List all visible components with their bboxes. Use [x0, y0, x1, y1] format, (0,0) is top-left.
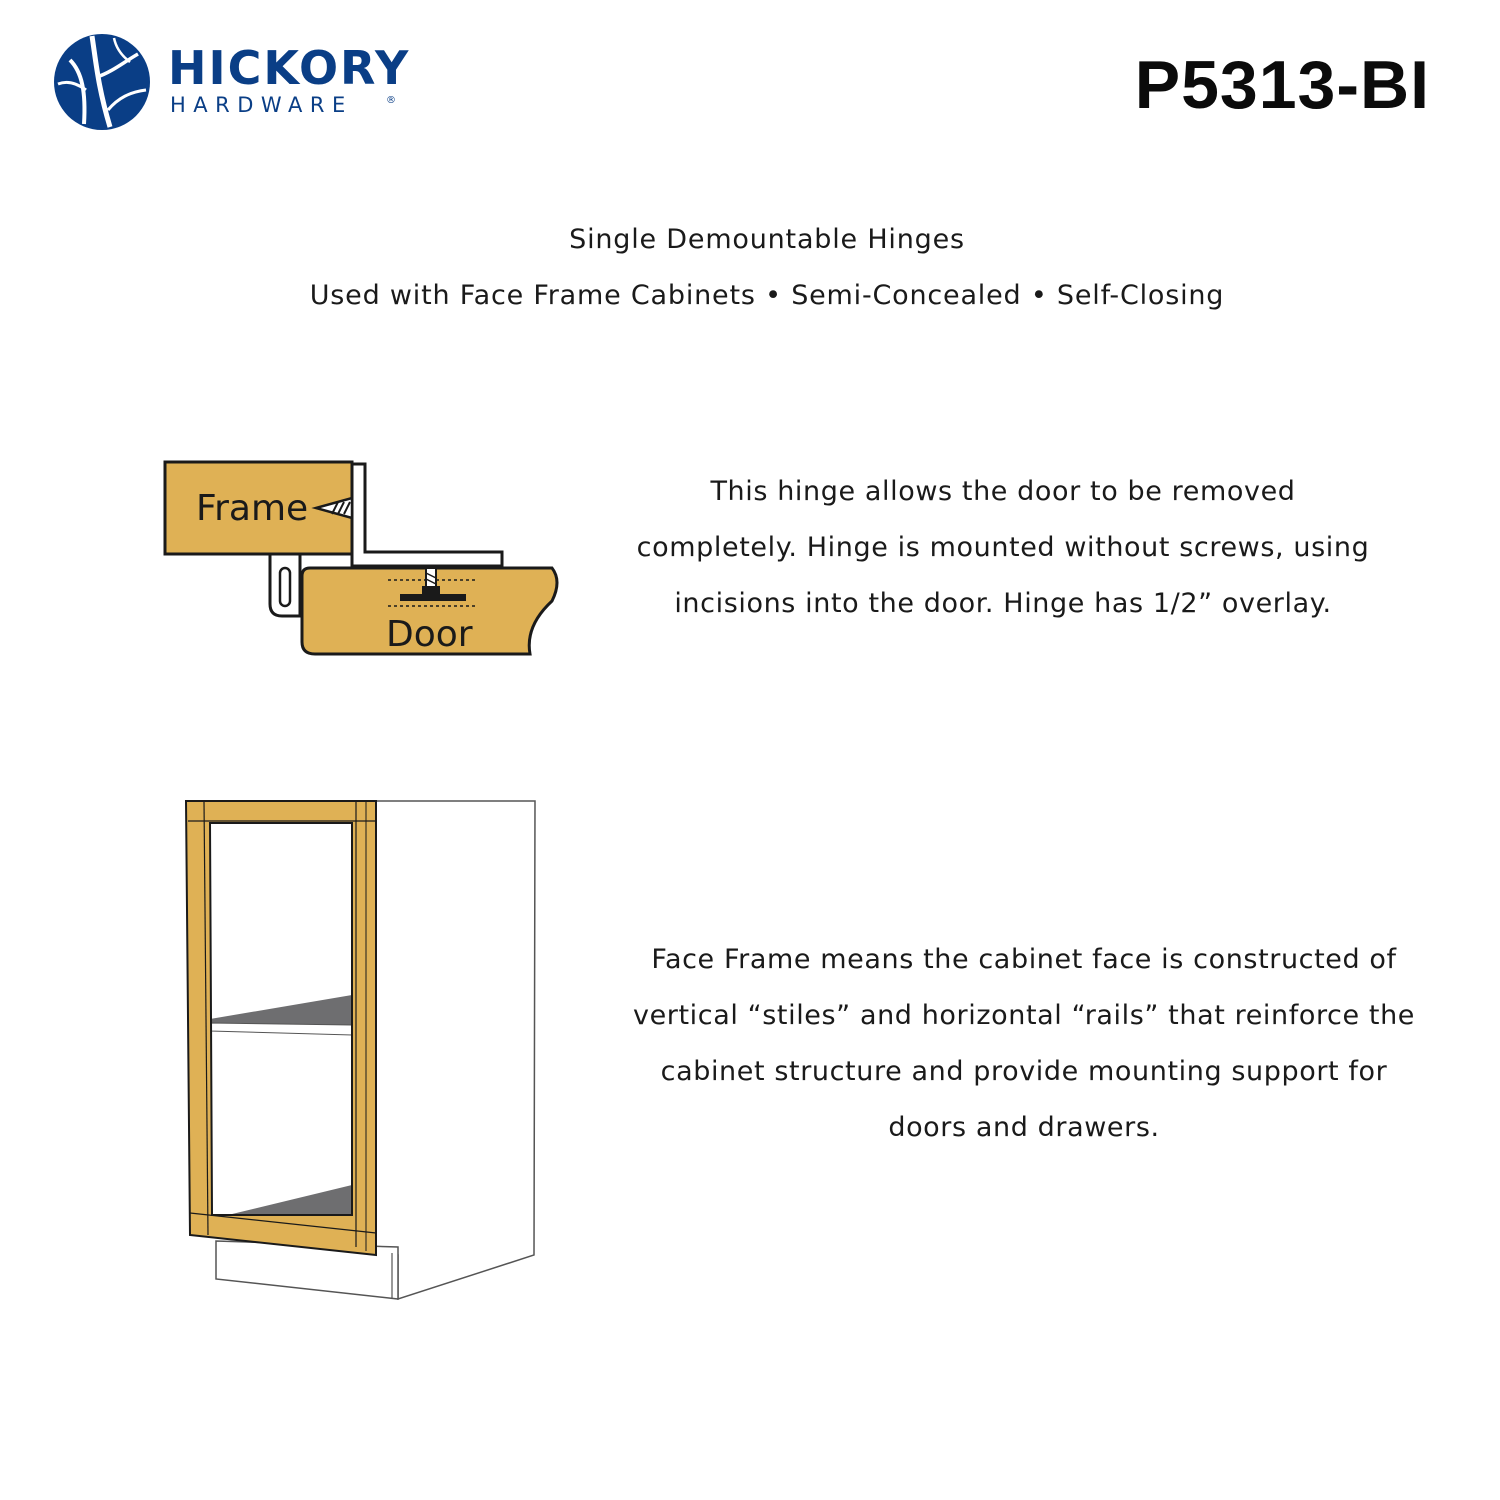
face-frame-description: Face Frame means the cabinet face is constructed of vertical “stiles” and horizontal “rails” that reinforce the cabinet structure and provide mounting support for doors and drawers. — [633, 944, 1415, 1143]
tree-branch-icon — [54, 34, 150, 130]
cabinet-side-panel — [376, 801, 535, 1299]
brand-logo — [52, 32, 412, 132]
brand-sub: HARDWARE — [170, 93, 353, 117]
product-title: Single Demountable Hinges — [569, 224, 965, 255]
brand-registered-mark: ® — [386, 95, 396, 106]
brand-name: HICKORY — [168, 41, 411, 95]
hinge-plate — [352, 464, 502, 566]
door-label: Door — [386, 614, 473, 655]
frame-label: Frame — [196, 488, 309, 529]
product-features: Used with Face Frame Cabinets • Semi-Concealed • Self-Closing — [309, 280, 1225, 311]
hinge-description: This hinge allows the door to be removed completely. Hinge is mounted without screws, using incisions into the door. Hinge has 1/2” overlay. — [636, 476, 1370, 619]
hinge-diagram — [160, 456, 565, 661]
cabinet-diagram — [180, 795, 545, 1305]
product-code: P5313-BI — [1134, 47, 1430, 123]
hinge-pin — [280, 568, 290, 606]
